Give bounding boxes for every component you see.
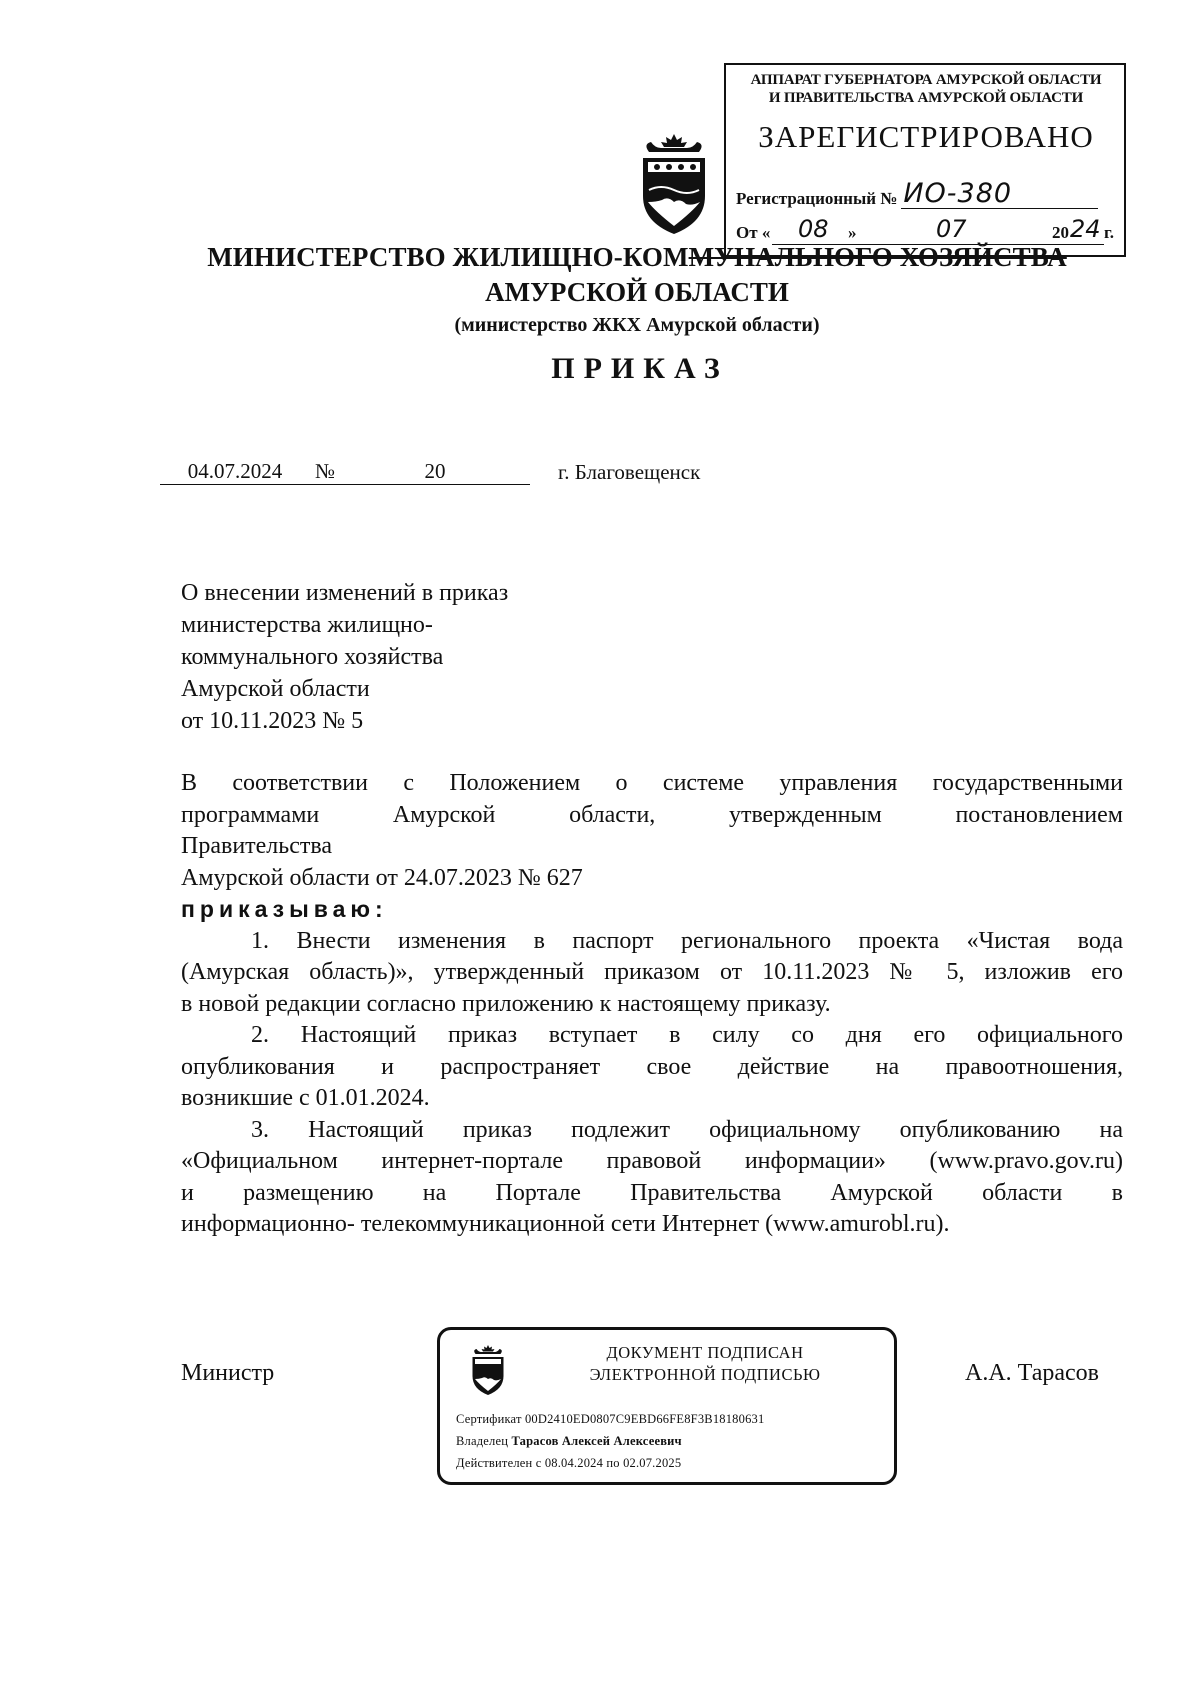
ministry-short-name: (министерство ЖКХ Амурской области)	[454, 314, 820, 336]
order-number-label: №	[310, 458, 340, 485]
esig-valid-from: 08.04.2024	[544, 1456, 604, 1470]
esig-cert-value: 00D2410ED0807C9EBD66FE8F3B18180631	[524, 1412, 765, 1426]
subject-line: О внесении изменений в приказ	[181, 580, 509, 606]
item-1-line: (Амурская область)», утвержденный приказом от 10.11.2023 № 5, изложив его	[181, 959, 1123, 985]
order-command: приказываю:	[181, 896, 388, 922]
esig-valid-label: Действителен с	[456, 1456, 542, 1470]
amur-coat-of-arms-icon	[468, 1344, 508, 1396]
item-1-line: в новой редакции согласно приложению к настоящему приказу.	[181, 990, 831, 1017]
stamp-date-suffix: г.	[1104, 223, 1115, 242]
esig-owner-value: Тарасов Алексей Алексеевич	[511, 1434, 682, 1448]
esig-owner-label: Владелец	[456, 1434, 509, 1448]
basis-line: программами Амурской области, утвержденным постановлением	[181, 801, 1123, 828]
item-3-line: 3. Настоящий приказ подлежит официальному опубликованию на	[251, 1116, 1123, 1143]
signer-position: Министр	[181, 1360, 275, 1386]
item-3-line: «Официальном интернет-портале правовой информации» (www.pravo.gov.ru)	[181, 1148, 1123, 1174]
stamp-org-line2: И ПРАВИТЕЛЬСТВА АМУРСКОЙ ОБЛАСТИ	[768, 90, 1084, 106]
stamp-date-prefix: От «	[736, 223, 771, 242]
esig-title-line2: ЭЛЕКТРОННОЙ ПОДПИСЬЮ	[589, 1365, 821, 1384]
order-date-line	[160, 458, 700, 485]
order-date: 04.07.2024	[160, 458, 310, 485]
item-3-line: и размещению на Портале Правительства Амурской области в	[181, 1179, 1123, 1206]
ministry-name-plain: МИНИСТЕРСТВО ЖИЛИЩНО-КОМ	[207, 242, 689, 272]
stamp-date-day: 08	[798, 215, 829, 243]
stamp-org-line1: АППАРАТ ГУБЕРНАТОРА АМУРСКОЙ ОБЛАСТИ	[750, 72, 1102, 88]
esig-title-line1: ДОКУМЕНТ ПОДПИСАН	[606, 1343, 804, 1362]
order-subject	[181, 577, 508, 737]
subject-line: Амурской области	[181, 676, 370, 702]
subject-line: от 10.11.2023 № 5	[181, 708, 364, 734]
stamp-date-mid: »	[848, 223, 857, 242]
basis-line: Амурской области от 24.07.2023 № 627	[181, 864, 583, 891]
subject-line: министерства жилищно-	[181, 612, 433, 638]
document-type-title: ПРИКАЗ	[551, 352, 729, 385]
stamp-date-row	[736, 215, 1121, 243]
stamp-registration-row	[736, 180, 1098, 209]
amur-coat-of-arms-icon	[635, 132, 713, 236]
order-body	[181, 768, 1123, 1241]
esig-cert-label: Сертификат	[456, 1412, 522, 1426]
order-city: г. Благовещенск	[558, 460, 701, 484]
esig-valid-to: 02.07.2025	[623, 1456, 682, 1470]
ministry-name-line2: АМУРСКОЙ ОБЛАСТИ	[485, 277, 789, 307]
esig-owner-row	[456, 1434, 682, 1449]
order-number: 20	[340, 458, 530, 485]
stamp-date-month: 07	[936, 215, 967, 243]
electronic-signature-block	[437, 1327, 897, 1485]
signer-name: А.А. Тарасов	[965, 1360, 1100, 1386]
basis-line: В соответствии с Положением о системе управления государственными	[181, 770, 1123, 796]
item-2-line: опубликования и распространяет свое действие на правоотношения,	[181, 1053, 1123, 1080]
stamp-reg-label: Регистрационный №	[736, 189, 898, 208]
esig-title	[520, 1342, 890, 1386]
ministry-name-line1	[0, 242, 1200, 273]
item-1-line: 1. Внести изменения в паспорт регионального проекта «Чистая вода	[251, 927, 1123, 954]
item-2-line: 2. Настоящий приказ вступает в силу со дня его официального	[251, 1022, 1123, 1048]
esig-certificate-row	[456, 1412, 764, 1427]
stamp-date-year-prefix: 20	[1052, 223, 1069, 242]
esig-validity-row	[456, 1456, 681, 1471]
item-3-line: информационно- телекоммуникационной сети Интернет (www.amurobl.ru).	[181, 1211, 950, 1237]
stamp-reg-number: ИО-380	[901, 180, 1098, 209]
stamp-date-year: 24	[1070, 215, 1101, 243]
esig-valid-to-label: по	[606, 1456, 620, 1470]
registration-stamp	[724, 63, 1126, 257]
basis-line: Правительства	[181, 833, 333, 859]
ministry-name-struck: МУНАЛЬНОГО ХОЗЯЙСТВА	[688, 242, 1067, 272]
stamp-title: ЗАРЕГИСТРИРОВАНО	[758, 119, 1094, 154]
subject-line: коммунального хозяйства	[181, 644, 444, 670]
item-2-line: возникшие с 01.01.2024.	[181, 1085, 430, 1111]
